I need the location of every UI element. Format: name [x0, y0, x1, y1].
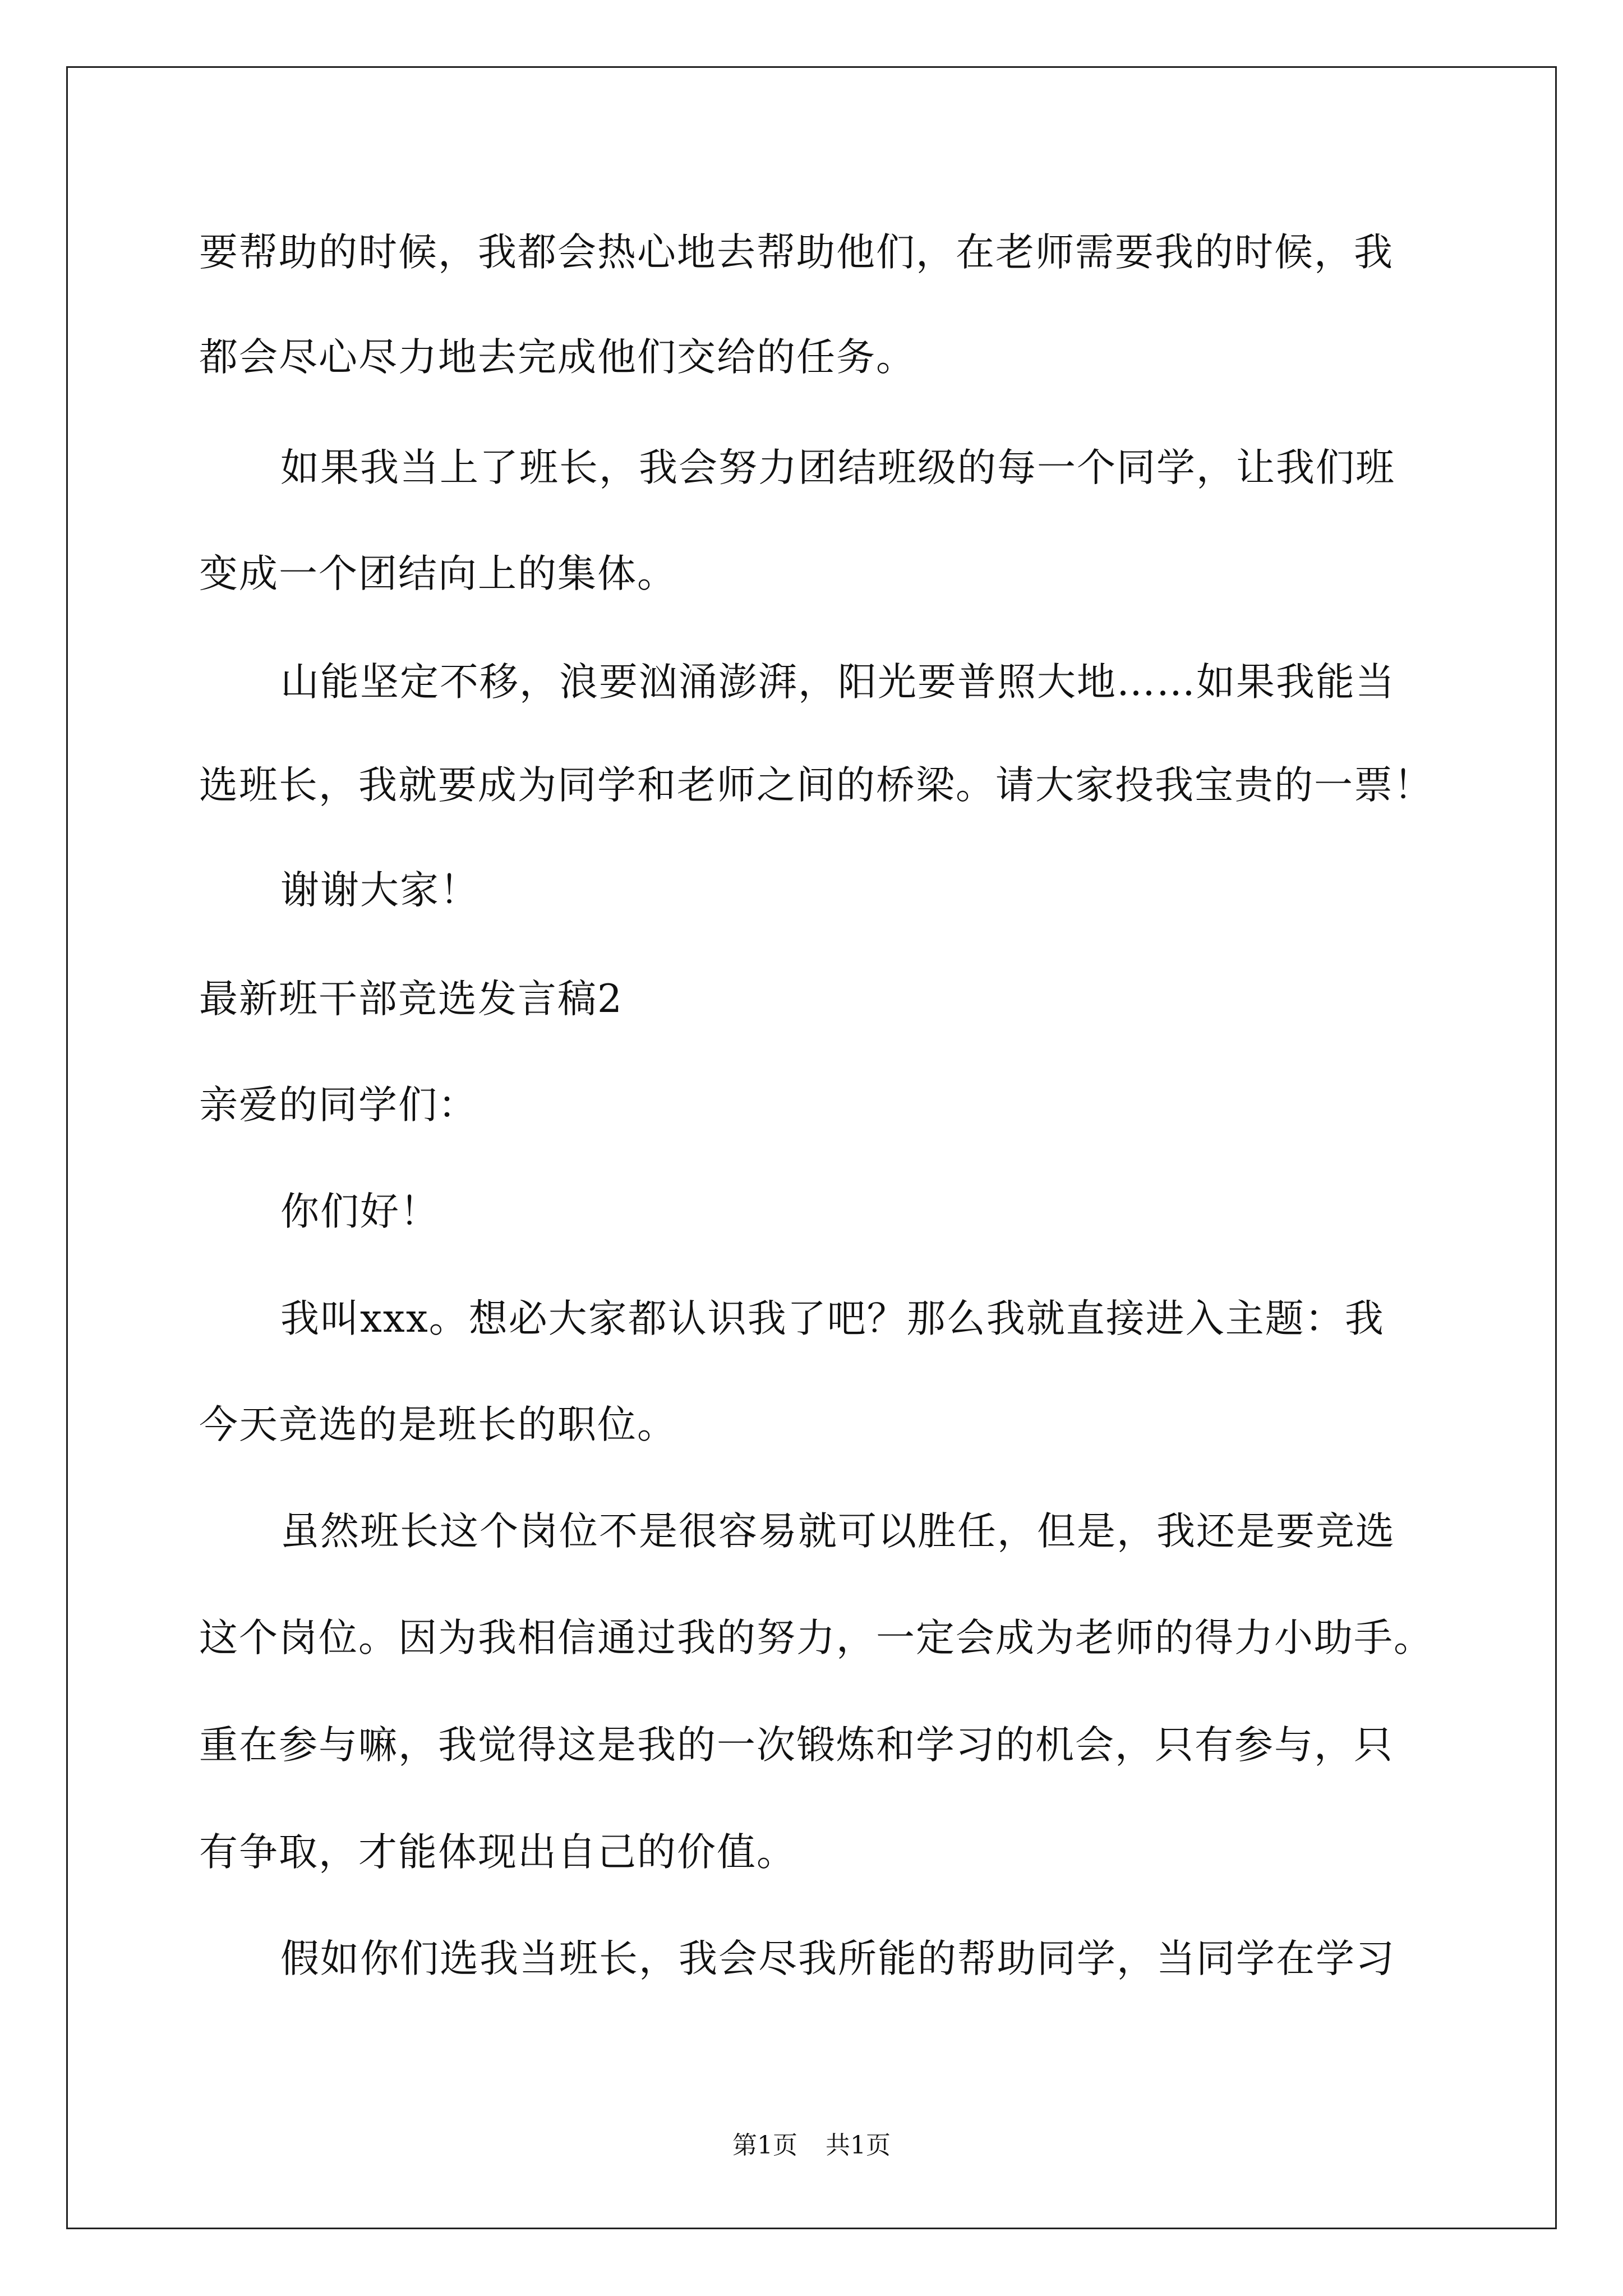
page-border — [66, 66, 1557, 2229]
text-line: 你们好！ — [280, 1189, 440, 1234]
salutation: 亲爱的同学们： — [199, 1083, 478, 1128]
text-line: 重在参与嘛，我觉得这是我的一次锻炼和学习的机会，只有参与，只 — [199, 1723, 1394, 1768]
text-line: 这个岗位。因为我相信通过我的努力，一定会成为老师的得力小助手。 — [199, 1616, 1433, 1660]
text-line: 如果我当上了班长，我会努力团结班级的每一个同学，让我们班 — [280, 445, 1395, 490]
text-line: 虽然班长这个岗位不是很容易就可以胜任，但是，我还是要竞选 — [280, 1509, 1395, 1554]
page-current: 第1页 — [732, 2131, 797, 2160]
text-line: 选班长，我就要成为同学和老师之间的桥梁。请大家投我宝贵的一票！ — [199, 763, 1433, 808]
text-line: 都会尽心尽力地去完成他们交给的任务。 — [199, 335, 916, 380]
text-line: 要帮助的时候，我都会热心地去帮助他们，在老师需要我的时候，我 — [199, 230, 1394, 275]
section-heading: 最新班干部竞选发言稿2 — [199, 977, 623, 1022]
page-footer — [0, 2129, 1623, 2162]
text-line: 谢谢大家！ — [280, 868, 479, 913]
text-line: 有争取，才能体现出自己的价值。 — [199, 1830, 796, 1875]
text-line: 变成一个团结向上的集体。 — [199, 551, 677, 596]
text-line: 今天竞选的是班长的职位。 — [199, 1402, 677, 1447]
page-total: 共1页 — [826, 2131, 891, 2160]
text-line: 山能坚定不移，浪要汹涌澎湃，阳光要普照大地……如果我能当 — [280, 660, 1395, 705]
text-line: 我叫xxx。想必大家都认识我了吧？那么我就直接进入主题：我 — [280, 1296, 1385, 1341]
text-line: 假如你们选我当班长，我会尽我所能的帮助同学，当同学在学习 — [280, 1936, 1395, 1981]
